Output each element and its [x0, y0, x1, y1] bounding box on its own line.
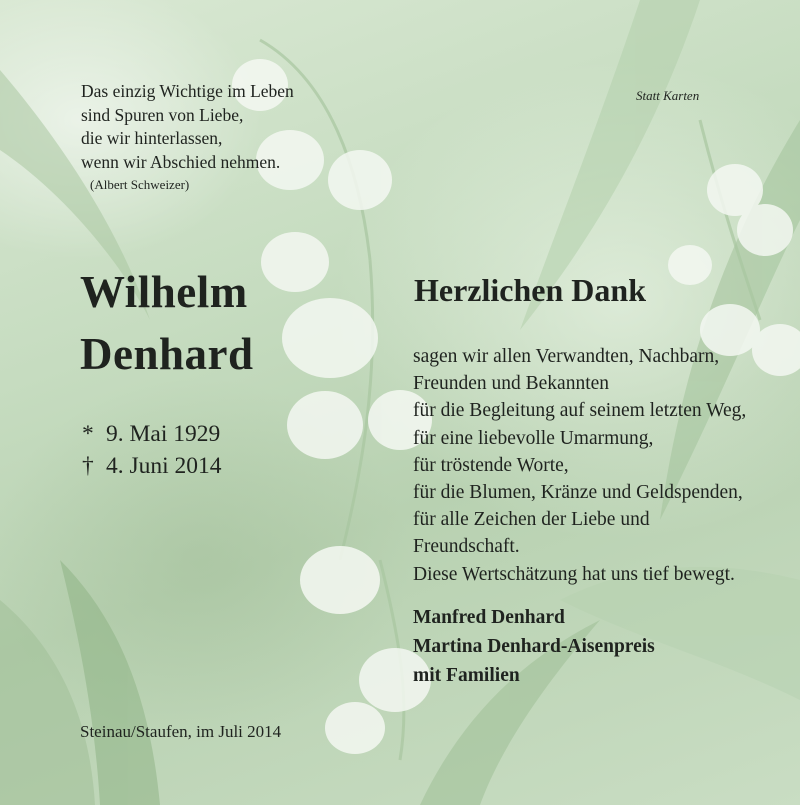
- quote-line: sind Spuren von Liebe,: [81, 104, 244, 125]
- thanks-line: für eine liebevolle Umarmung,: [413, 427, 654, 449]
- thanks-body: [413, 343, 746, 588]
- thanks-line: für alle Zeichen der Liebe und: [413, 509, 650, 531]
- birth-date-line: [82, 423, 220, 447]
- quote-line: Das einzig Wichtige im Leben: [81, 81, 294, 101]
- thanks-line: für die Blumen, Kränze und Geldspenden,: [413, 482, 743, 504]
- signer-name: mit Familien: [413, 665, 520, 686]
- deceased-first-name: Wilhelm: [80, 267, 248, 317]
- header-note: Statt Karten: [636, 88, 700, 103]
- signers: [413, 603, 655, 690]
- thanks-line: Freunden und Bekannten: [413, 373, 610, 395]
- birth-date: 9. Mai 1929: [106, 421, 221, 447]
- place-and-date: Steinau/Staufen, im Juli 2014: [80, 722, 282, 741]
- quote-line: wenn wir Abschied nehmen.: [81, 151, 281, 172]
- signer-name: Manfred Denhard: [413, 607, 565, 628]
- quote: [81, 80, 294, 174]
- thanks-line: sagen wir allen Verwandten, Nachbarn,: [413, 346, 720, 367]
- quote-line: die wir hinterlassen,: [81, 128, 223, 148]
- thanks-line: für die Begleitung auf seinem letzten Weg,: [413, 400, 747, 422]
- death-date-line: [82, 455, 222, 479]
- birth-star-icon: *: [82, 421, 94, 447]
- quote-author: (Albert Schweizer): [90, 177, 190, 192]
- thanks-title: Herzlichen Dank: [414, 272, 646, 308]
- thanks-line: Freundschaft.: [413, 536, 520, 558]
- death-cross-icon: †: [82, 453, 94, 479]
- thanks-line: Diese Wertschätzung hat uns tief bewegt.: [413, 563, 735, 585]
- death-date: 4. Juni 2014: [106, 453, 222, 479]
- thanks-line: für tröstende Worte,: [413, 454, 569, 476]
- signer-name: Martina Denhard-Aisenpreis: [413, 636, 655, 657]
- deceased-last-name: Denhard: [80, 329, 254, 379]
